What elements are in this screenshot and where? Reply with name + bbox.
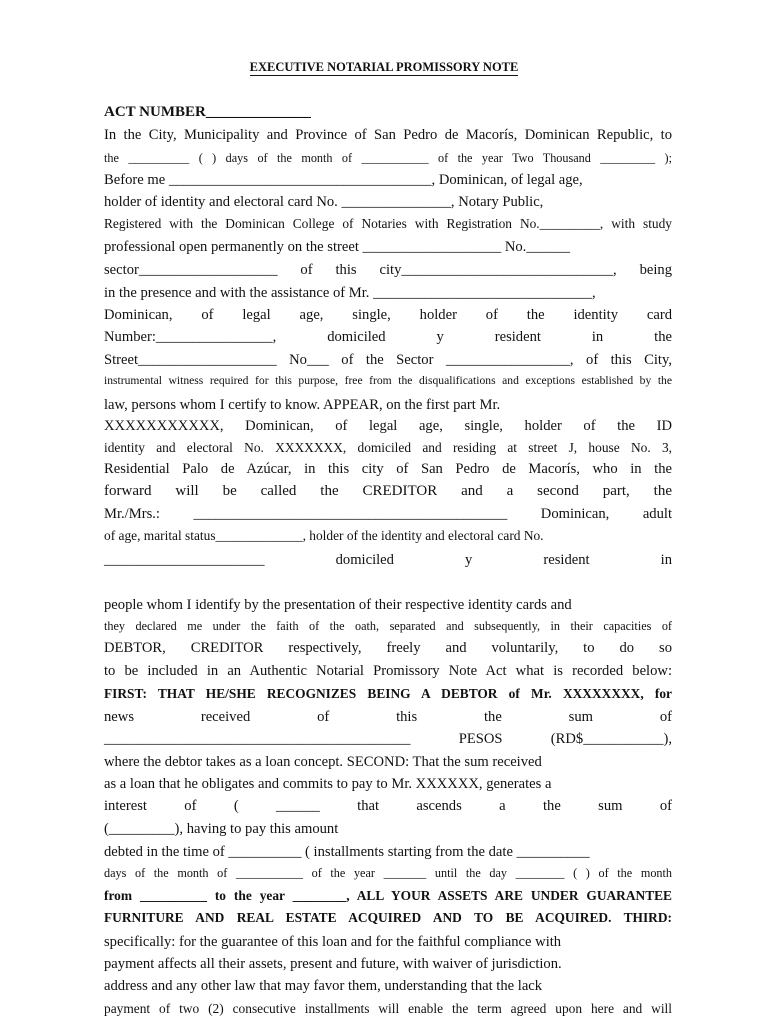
text-line: of age, marital status_____________, holder of the identity and electoral card No. <box>104 528 544 543</box>
text-line: as a loan that he obligates and commits to pay to Mr. XXXXXX, generates a <box>104 776 552 792</box>
text-line: Number:________________, domiciled y resident in the <box>104 329 672 345</box>
text-line: address and any other law that may favor them, understanding that the lack <box>104 978 543 994</box>
text-line: In the City, Municipality and Province of San Pedro de Macorís, Dominican Republic, to <box>104 127 672 143</box>
text-line: Residential Palo de Azúcar, in this city of San Pedro de Macorís, who in the <box>104 461 672 477</box>
text-line: people whom I identify by the presentation of their respective identity cards and <box>104 597 572 613</box>
text-line: (_________), having to pay this amount <box>104 821 339 837</box>
text-line: the __________ ( ) days of the month of ___________ of the year Two Thousand _________ ); <box>104 151 672 165</box>
text-line: professional open permanently on the street ___________________ No.______ <box>104 239 571 255</box>
text-line: they declared me under the faith of the oath, separated and subsequently, in their capacities of <box>104 619 672 633</box>
text-line: Dominican, of legal age, single, holder of the identity card <box>104 307 672 323</box>
text-line: Before me ____________________________________, Dominican, of legal age, <box>104 172 583 188</box>
text-line: specifically: for the guarantee of this loan and for the faithful compliance with <box>104 934 562 950</box>
text-line: Street___________________ No___ of the Sector _________________, of this City, <box>104 352 672 368</box>
text-line: __________________________________________ PESOS (RD$___________), <box>104 731 672 747</box>
text-line: law, persons whom I certify to know. APPEAR, on the first part Mr. <box>104 397 501 413</box>
text-line: interest of ( ______ that ascends a the sum of <box>104 798 672 814</box>
act-number-line: ACT NUMBER______________ <box>104 104 311 120</box>
text-line: identity and electoral No. XXXXXXX, domiciled and residing at street J, house No. 3, <box>104 440 672 455</box>
clause-guarantee: from __________ to the year ________, ALL YOUR ASSETS ARE UNDER GUARANTEE <box>104 888 672 903</box>
clause-first: FIRST: THAT HE/SHE RECOGNIZES BEING A DEBTOR of Mr. XXXXXXXX, for <box>104 686 672 701</box>
text-line: Mr./Mrs.: ___________________________________________ Dominican, adult <box>104 506 672 522</box>
text-line: debted in the time of __________ ( installments starting from the date __________ <box>104 844 590 860</box>
text-line: where the debtor takes as a loan concept. SECOND: That the sum received <box>104 754 542 770</box>
text-line: DEBTOR, CREDITOR respectively, freely and voluntarily, to do so <box>104 640 672 656</box>
text-line: Registered with the Dominican College of Notaries with Registration No._________, with study <box>104 216 672 231</box>
text-line: holder of identity and electoral card No. _______________, Notary Public, <box>104 194 544 210</box>
text-line: to be included in an Authentic Notarial Promissory Note Act what is recorded below: <box>104 663 672 679</box>
text-line: ______________________ domiciled y resident in <box>104 552 672 568</box>
text-line: in the presence and with the assistance of Mr. ______________________________, <box>104 285 596 301</box>
clause-third: FURNITURE AND REAL ESTATE ACQUIRED AND TO BE ACQUIRED. THIRD: <box>104 910 672 925</box>
text-line: sector___________________ of this city_____________________________, being <box>104 262 672 278</box>
text-line: payment affects all their assets, present and future, with waiver of jurisdiction. <box>104 956 562 972</box>
text-line: forward will be called the CREDITOR and a second part, the <box>104 483 672 499</box>
text-line: payment of two (2) consecutive installments will enable the term agreed upon here and will <box>104 1001 672 1016</box>
document-title: EXECUTIVE NOTARIAL PROMISSORY NOTE <box>249 60 519 74</box>
text-line: news received of this the sum of <box>104 709 672 725</box>
text-line: XXXXXXXXXXX, Dominican, of legal age, single, holder of the ID <box>104 418 672 434</box>
text-line: days of the month of ___________ of the year _______ until the day ________ ( ) of the month <box>104 866 672 880</box>
text-line: instrumental witness required for this purpose, free from the disqualifications and exceptions established by the <box>104 374 672 387</box>
